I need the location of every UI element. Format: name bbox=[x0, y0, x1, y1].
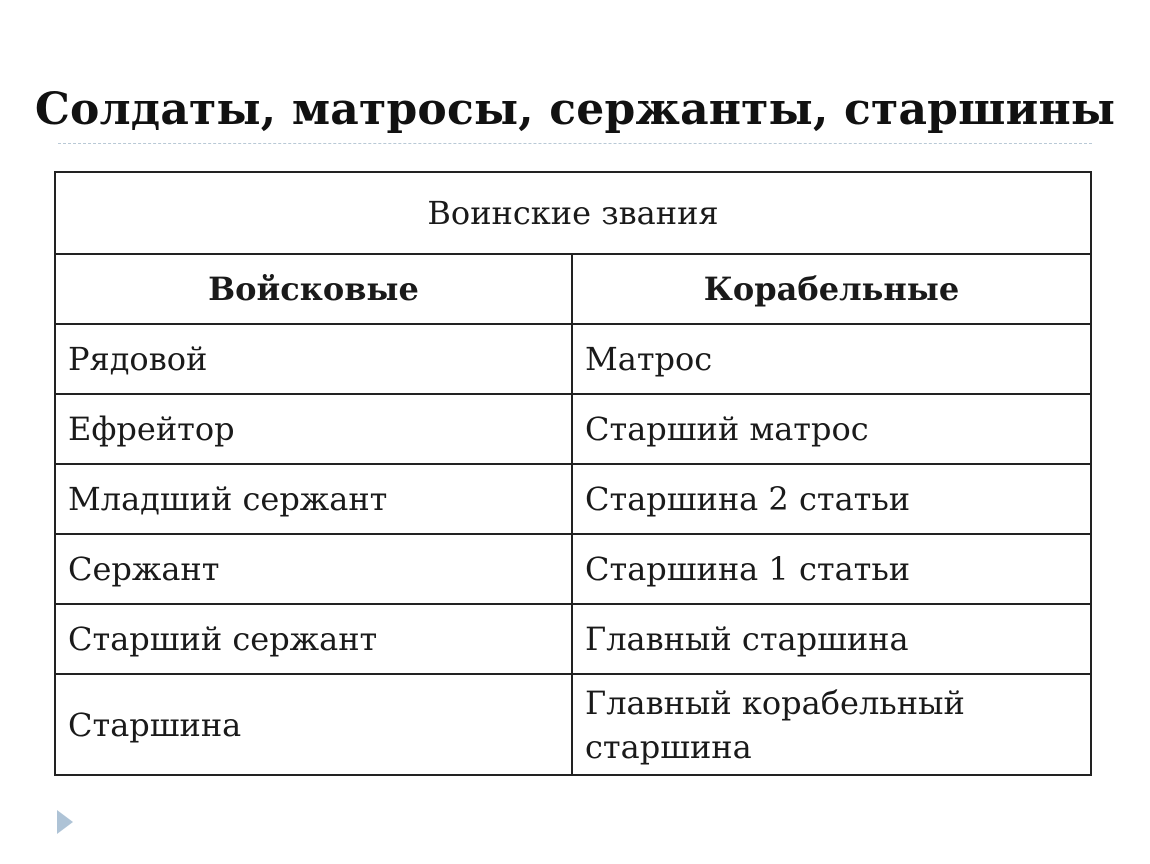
table-row bbox=[55, 534, 1091, 604]
army-rank-cell: Рядовой bbox=[55, 324, 572, 394]
navy-rank-cell: Старшина 2 статьи bbox=[572, 464, 1091, 534]
triangle-bullet-icon bbox=[57, 810, 73, 834]
army-rank-cell: Сержант bbox=[55, 534, 572, 604]
army-rank-cell: Ефрейтор bbox=[55, 394, 572, 464]
table-caption: Воинские звания bbox=[55, 172, 1091, 254]
navy-rank-cell: Старшина 1 статьи bbox=[572, 534, 1091, 604]
navy-rank-cell: Главный старшина bbox=[572, 604, 1091, 674]
navy-rank-cell: Матрос bbox=[572, 324, 1091, 394]
table-caption-row bbox=[55, 172, 1091, 254]
page-title: Солдаты, матросы, сержанты, старшины bbox=[34, 84, 1116, 135]
army-rank-cell: Старшина bbox=[55, 674, 572, 775]
table-row bbox=[55, 464, 1091, 534]
table-row bbox=[55, 604, 1091, 674]
army-rank-cell: Младший сержант bbox=[55, 464, 572, 534]
army-rank-cell: Старший сержант bbox=[55, 604, 572, 674]
navy-rank-cell: Старший матрос bbox=[572, 394, 1091, 464]
column-header-army: Войсковые bbox=[55, 254, 572, 324]
title-divider bbox=[58, 143, 1092, 144]
table-row bbox=[55, 324, 1091, 394]
table-row bbox=[55, 674, 1091, 775]
table-row bbox=[55, 394, 1091, 464]
ranks-table bbox=[54, 171, 1092, 776]
navy-rank-cell: Главный корабельный старшина bbox=[572, 674, 1091, 775]
table-header-row bbox=[55, 254, 1091, 324]
column-header-navy: Корабельные bbox=[572, 254, 1091, 324]
